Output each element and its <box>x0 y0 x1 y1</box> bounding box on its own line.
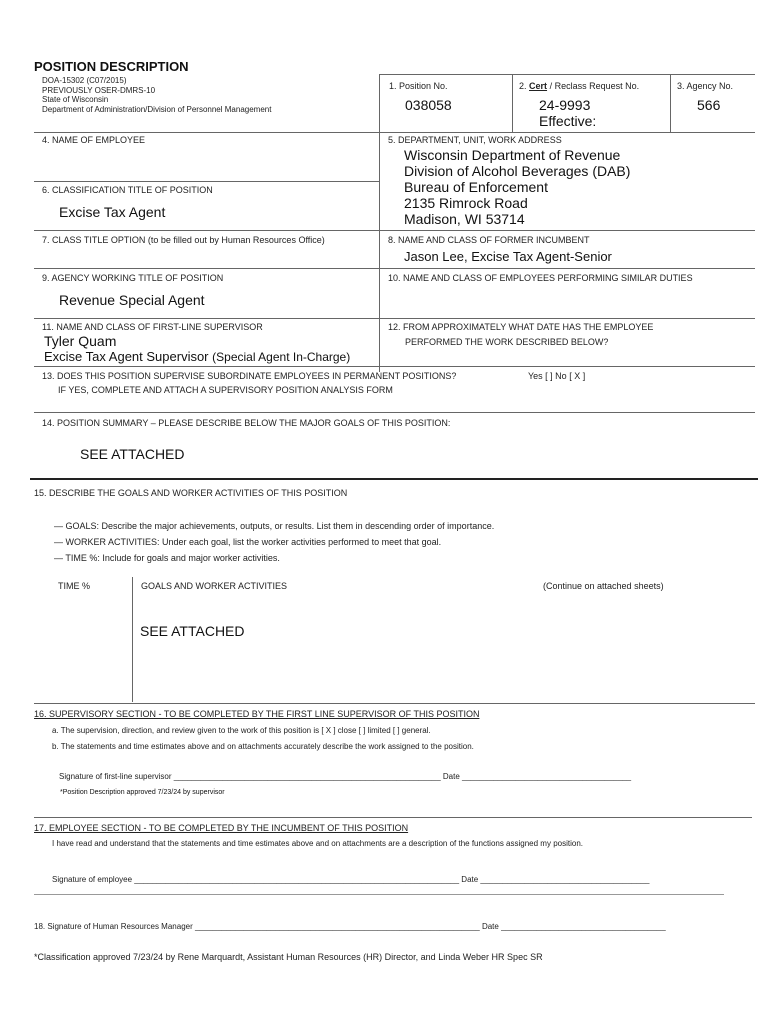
position-no-label: 1. Position No. <box>389 81 448 91</box>
cert-reclass-value: 24-9993 <box>539 97 591 113</box>
column-rule <box>132 577 133 702</box>
rule <box>34 412 755 413</box>
goals-label: 15. DESCRIBE THE GOALS AND WORKER ACTIVITIES OF THIS POSITION <box>34 488 348 498</box>
supervisor-label: 11. NAME AND CLASS OF FIRST-LINE SUPERVISOR <box>42 322 263 332</box>
employee-signature-line[interactable]: Signature of employee _________________________________________________________________________ Date ______________________________________ <box>52 875 650 884</box>
continue-note: (Continue on attached sheets) <box>543 581 664 591</box>
classification-title-label: 6. CLASSIFICATION TITLE OF POSITION <box>42 185 213 195</box>
department-label: 5. DEPARTMENT, UNIT, WORK ADDRESS <box>388 135 562 145</box>
position-summary-label: 14. POSITION SUMMARY – PLEASE DESCRIBE BELOW THE MAJOR GOALS OF THIS POSITION: <box>42 418 451 428</box>
time-column-header: TIME % <box>58 581 91 591</box>
page-title: POSITION DESCRIPTION <box>34 59 189 74</box>
instruction-item: — TIME %: Include for goals and major worker activities. <box>54 553 280 563</box>
section-divider <box>30 478 758 480</box>
instruction-item: — WORKER ACTIVITIES: Under each goal, list the worker activities performed to meet that goal. <box>54 537 442 547</box>
supervisory-section-label: 16. SUPERVISORY SECTION - TO BE COMPLETED BY THE FIRST LINE SUPERVISOR OF THIS POSITION <box>34 709 480 719</box>
employee-name-label: 4. NAME OF EMPLOYEE <box>42 135 146 145</box>
effective-label: Effective: <box>539 113 597 129</box>
department-address <box>404 147 630 227</box>
class-title-option-label: 7. CLASS TITLE OPTION (to be filled out by Human Resources Office) <box>42 235 325 245</box>
instruction-item: — GOALS: Describe the major achievements, outputs, or results. List them in descending order of importance. <box>54 521 495 531</box>
rule <box>34 894 724 895</box>
form-id-line: State of Wisconsin <box>42 95 109 104</box>
address-line: 2135 Rimrock Road <box>404 195 528 211</box>
employee-section-label: 17. EMPLOYEE SECTION - TO BE COMPLETED BY THE INCUMBENT OF THIS POSITION <box>34 823 409 833</box>
address-line: Wisconsin Department of Revenue <box>404 147 621 163</box>
working-title-label: 9. AGENCY WORKING TITLE OF POSITION <box>42 273 224 283</box>
supervisor-name: Tyler Quam <box>44 333 117 349</box>
classification-title-value: Excise Tax Agent <box>59 204 166 220</box>
rule <box>34 230 755 231</box>
address-line: Bureau of Enforcement <box>404 179 548 195</box>
rule <box>379 74 380 372</box>
rule <box>34 703 755 704</box>
goals-instructions <box>54 518 494 566</box>
rule <box>34 181 380 182</box>
address-line: Madison, WI 53714 <box>404 211 525 227</box>
address-line: Division of Alcohol Beverages (DAB) <box>404 163 631 179</box>
rule <box>34 366 755 367</box>
form-id-line: PREVIOUSLY OSER-DMRS-10 <box>42 85 156 95</box>
position-no-value: 038058 <box>405 97 452 113</box>
employee-statement: I have read and understand that the statements and time estimates above and on attachments are a description of the functions assigned my position. <box>52 839 583 848</box>
position-summary-value: SEE ATTACHED <box>80 446 185 462</box>
working-title-value: Revenue Special Agent <box>59 292 205 308</box>
goals-column-header: GOALS AND WORKER ACTIVITIES <box>141 581 288 591</box>
former-incumbent-value: Jason Lee, Excise Tax Agent-Senior <box>404 249 612 264</box>
supervise-instruction: IF YES, COMPLETE AND ATTACH A SUPERVISORY POSITION ANALYSIS FORM <box>58 385 393 395</box>
classification-approval-note: *Classification approved 7/23/24 by Rene Marquardt, Assistant Human Resources (HR) Director, and Linda Weber HR Spec SR <box>34 952 543 962</box>
hr-manager-signature-line[interactable]: 18. Signature of Human Resources Manager ________________________________________________________________ Date _____________________________________ <box>34 922 666 931</box>
accuracy-statement: b. The statements and time estimates above and on attachments accurately describe the work assigned to the position. <box>52 742 474 751</box>
rule <box>34 132 755 133</box>
agency-no-value: 566 <box>697 97 721 113</box>
supervisor-approval-note: *Position Description approved 7/23/24 by supervisor <box>60 789 225 796</box>
rule <box>379 74 755 75</box>
rule <box>34 268 755 269</box>
supervise-answer: Yes [ ] No [ X ] <box>528 371 586 381</box>
form-id-block <box>42 76 271 114</box>
rule <box>34 318 755 319</box>
supervise-question: 13. DOES THIS POSITION SUPERVISE SUBORDINATE EMPLOYEES IN PERMANENT POSITIONS? <box>42 371 457 381</box>
supervisor-class: Excise Tax Agent Supervisor (Special Agent In-Charge) <box>44 349 351 364</box>
rule <box>512 74 513 132</box>
rule <box>670 74 671 132</box>
similar-duties-label: 10. NAME AND CLASS OF EMPLOYEES PERFORMING SIMILAR DUTIES <box>388 273 693 283</box>
rule <box>34 817 752 818</box>
goals-value: SEE ATTACHED <box>140 623 245 639</box>
supervision-statement: a. The supervision, direction, and review given to the work of this position is [ X ] close [ ] limited [ ] general. <box>52 726 431 735</box>
agency-no-label: 3. Agency No. <box>677 81 734 91</box>
form-id-line: Department of Administration/Division of Personnel Management <box>42 104 272 114</box>
cert-reclass-label: 2. Cert / Reclass Request No. <box>519 81 640 91</box>
supervisor-signature-line[interactable]: Signature of first-line supervisor ____________________________________________________________ Date ______________________________________ <box>59 772 632 781</box>
work-date-question: 12. FROM APPROXIMATELY WHAT DATE HAS THE EMPLOYEE PERFORMED THE WORK DESCRIBED BELOW? <box>388 322 654 347</box>
former-incumbent-label: 8. NAME AND CLASS OF FORMER INCUMBENT <box>388 235 590 245</box>
form-id-line: DOA-15302 (C07/2015) <box>42 76 127 85</box>
